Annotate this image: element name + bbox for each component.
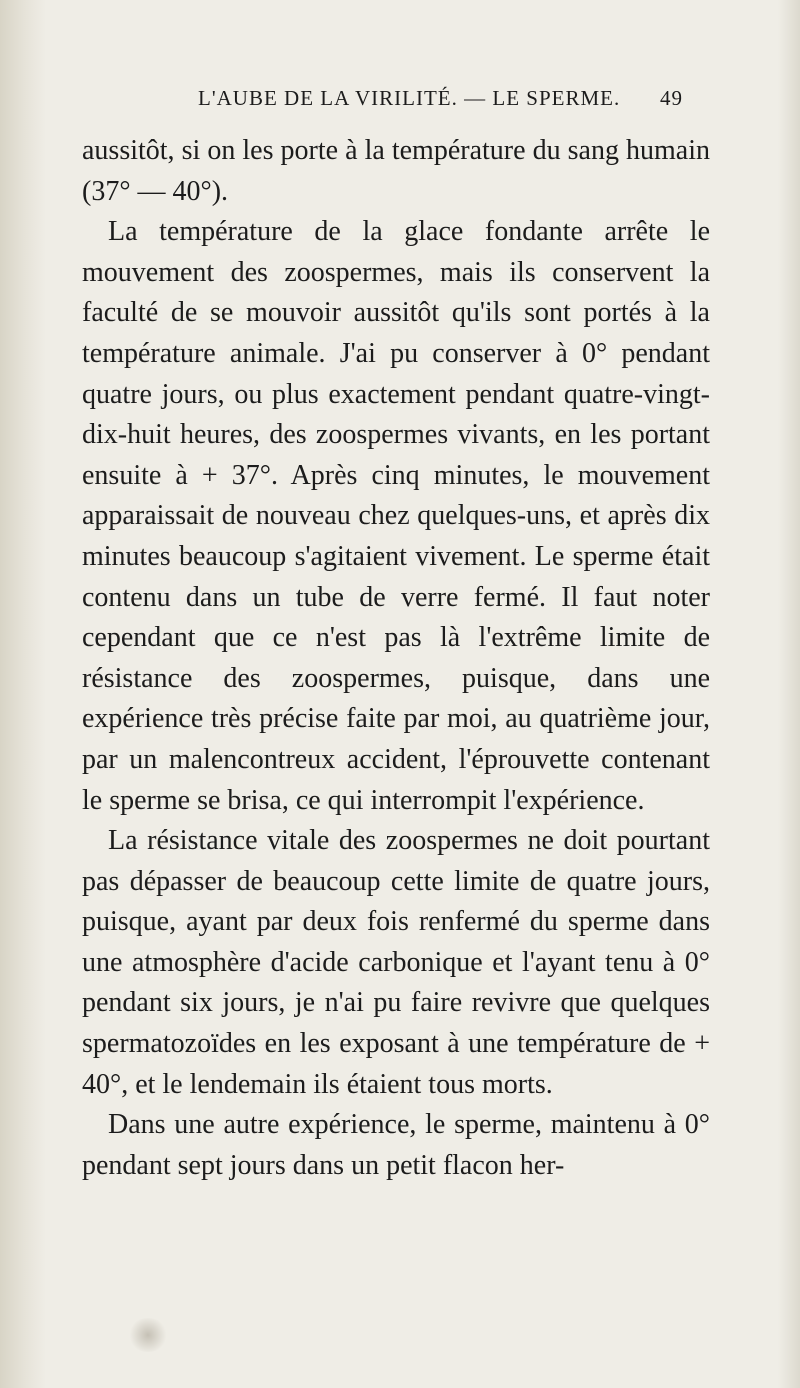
paragraph: Dans une autre expérience, le sperme, maintenu à 0° pendant sept jours dans un petit flacon her- — [82, 1109, 710, 1181]
paragraph: La résistance vitale des zoospermes ne doit pourtant pas dépasser de beaucoup cette limite de quatre jours, puisque, ayant par deux fois renfermé du sperme dans une atmosphère d'acide carbonique et l'ayant tenu à 0° pendant six jours, je n'ai pu faire revivre que quelques spermatozoïdes en les exposant à une température de + 40°, et le lendemain ils étaient tous morts. — [82, 825, 710, 1100]
page-edge-right — [778, 0, 800, 1388]
body-text — [82, 131, 710, 1186]
paragraph-continued: aussitôt, si on les porte à la température du sang humain (37° — 40°). — [82, 135, 710, 207]
page-edge-left — [0, 0, 46, 1388]
running-header — [198, 86, 683, 120]
paragraph: La température de la glace fondante arrête le mouvement des zoospermes, mais ils conservent la faculté de se mouvoir aussitôt qu'ils sont portés à la température animale. J'ai pu conserver à 0° pendant quatre jours, ou plus exactement pendant quatre-vingt-dix-huit heures, des zoospermes vivants, en les portant ensuite à + 37°. Après cinq minutes, le mouvement apparaissait de nouveau chez quelques-uns, et après dix minutes beaucoup s'agitaient vivement. Le sperme était contenu dans un tube de verre fermé. Il faut noter cependant que ce n'est pas là l'extrême limite de résistance des zoospermes, puisque, dans une expérience très précise faite par moi, au quatrième jour, par un malencontreux accident, l'éprouvette contenant le sperme se brisa, ce qui interrompit l'expérience. — [82, 216, 710, 816]
running-header-title: L'AUBE DE LA VIRILITÉ. — LE SPERME. — [198, 86, 621, 110]
ink-smudge — [128, 1318, 168, 1352]
page-number: 49 — [660, 86, 683, 110]
